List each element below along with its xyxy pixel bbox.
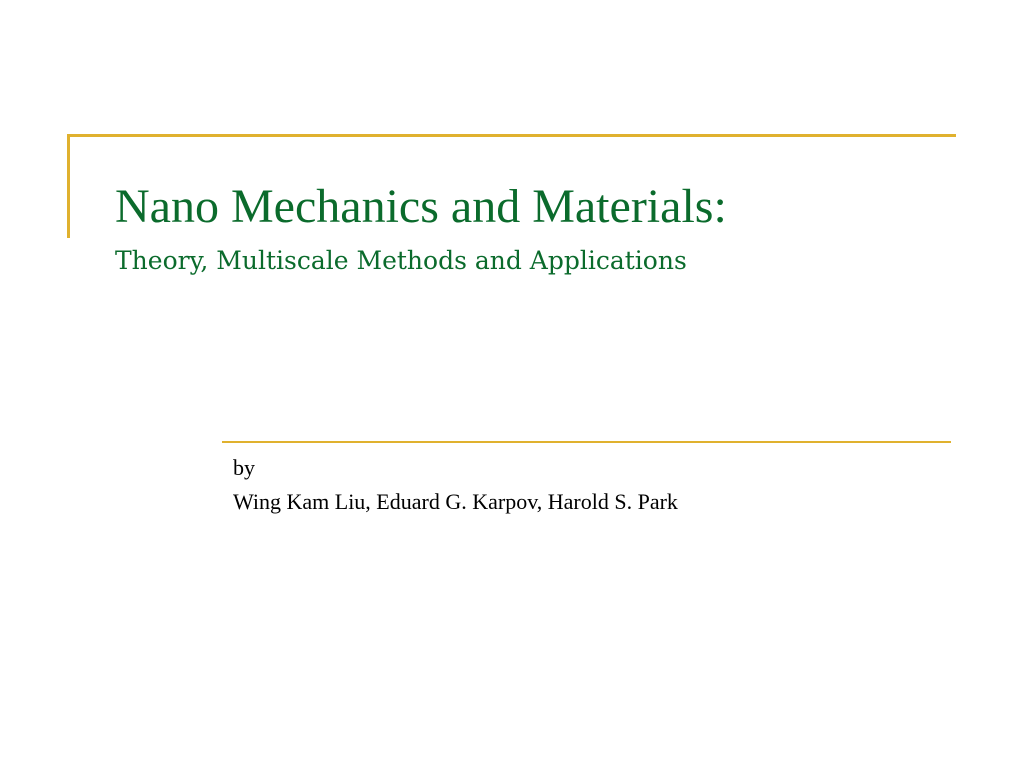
slide-title: Nano Mechanics and Materials: bbox=[115, 180, 727, 233]
subtitle-accent-rule bbox=[222, 441, 951, 443]
slide-subtitle: Theory, Multiscale Methods and Applications bbox=[115, 246, 687, 275]
left-accent-rule bbox=[67, 134, 70, 238]
top-accent-rule bbox=[67, 134, 956, 137]
byline-label: by bbox=[233, 455, 255, 480]
authors-list: Wing Kam Liu, Eduard G. Karpov, Harold S. Park bbox=[233, 489, 678, 514]
